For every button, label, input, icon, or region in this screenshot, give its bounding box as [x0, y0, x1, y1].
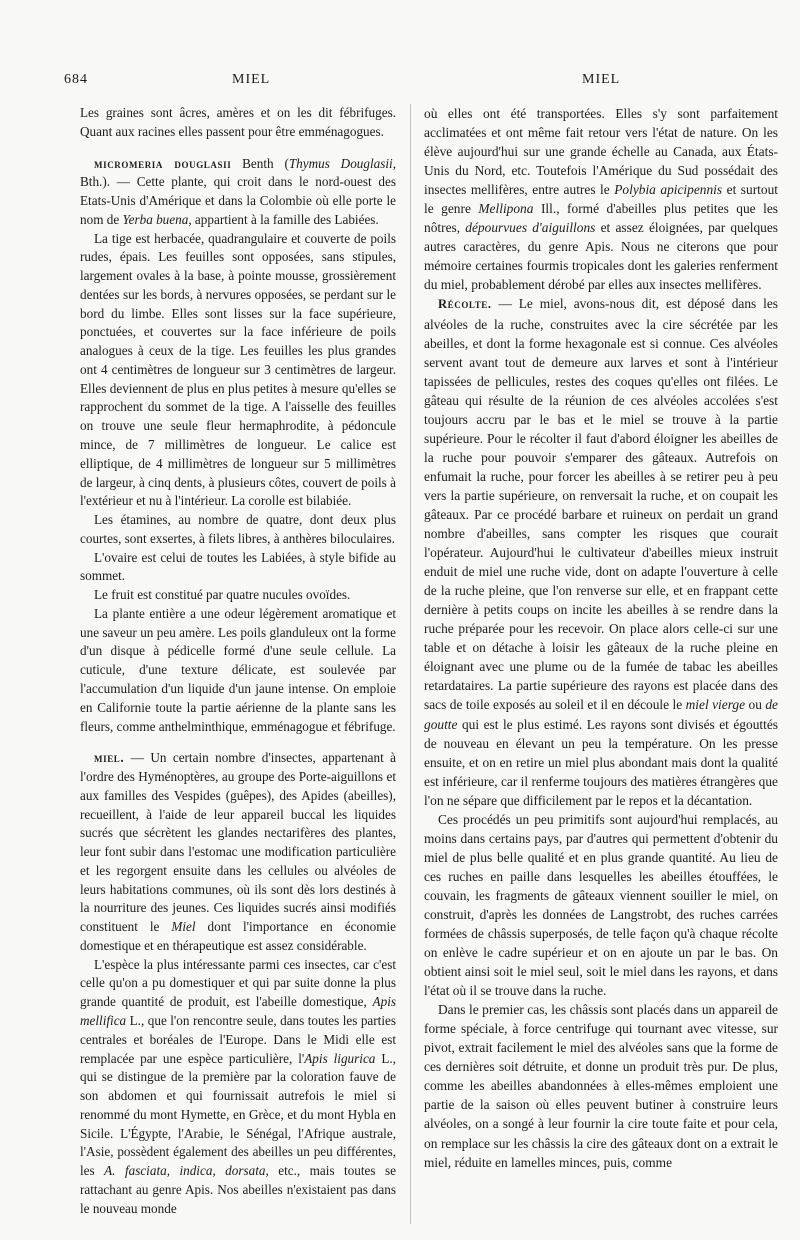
running-head-right: MIEL	[582, 72, 621, 87]
paragraph: La plante entière a une odeur légèrement aromatique et une saveur un peu amère. Les poils glanduleux ont la forme d'un disque à pédicelle formé d'une seule cellule. La cuticule, d'une texture délicate, est soulevée par l'accumulation d'un liquide d'un jaune intense. On emploie en Californie toute la partie aérienne de la plante sans les fleurs, comme anthelminthique, emménagogue et fébrifuge.	[80, 605, 396, 734]
paragraph: L'espèce la plus intéressante parmi ces insectes, car c'est celle qu'on a pu domestiquer et qui par suite donne la plus grande quantité de produit, est l'abeille domestique, Apis mellifica L., que l'on rencontre seule, dans toutes les parties centrales et boréales de l'Europe. Dans le Midi elle est remplacée par une espèce particulière, l'Apis ligurica L., qui se distingue de la première par la coloration fauve de son abdomen et qui fournissait autrefois le miel si renommé du mont Hymette, en Grèce, et du mont Hybla en Sicile. L'Égypte, l'Arabie, le Sénégal, l'Afrique australe, l'Asie, possèdent également des abeilles un peu différentes, les A. fasciata, indica, dorsata, etc., mais toutes se rattachant au genre Apis. Nos abeilles n'existaient pas dans le nouveau monde	[80, 956, 396, 1216]
paragraph: où elles ont été transportées. Elles s'y sont parfaitement acclimatées et ont même fait retour vers l'état de nature. On les élève aujourd'hui sur une grande échelle au Canada, aux États-Unis du Nord, etc. Toutefois l'Amérique du Sud possédait des insectes mellifères, entre autres le Polybia apicipennis et surtout le genre Mellipona Ill., formé d'abeilles plus petites que les nôtres, dépourvues d'aiguillons et assez éloignées, par quelques autres caractères, du genre Apis. Nous ne citerons que pour mémoire certaines fourmis tropicales dont les galeries renferment du miel, probablement dérobé par elles aux insectes mellifères.	[424, 106, 779, 293]
entry-heading: miel.	[94, 750, 125, 766]
paragraph: Dans le premier cas, les châssis sont placés dans un appareil de forme spéciale, à force centrifuge qui tournant avec vitesse, sur pivot, extrait facilement le miel des alvéoles sans que la forme de ces dernières soit détruite, et donne un produit très pur. De plus, comme les abeilles abandonnées à elles-mêmes emploient une partie de la saison où elles peuvent butiner à construire leurs alvéoles, on a songé à leur fournir la cire toute faite et pour cela, on remplace sur les châssis la cire des gâteaux dont on a extrait le miel, réduite en lamelles minces, puis, comme	[424, 1002, 778, 1170]
paragraph: Ces procédés un peu primitifs sont aujourd'hui remplacés, au moins dans certains pays, par d'autres qui permettent d'obtenir du miel de plus belle qualité et en plus grande quantité. Au lieu de ces ruches en paille dans lesquelles les abeilles étouffées, le couvain, les fragments de gâteaux viennent souiller le miel, on construit, d'après les données de Langstrobt, des ruches carrées formées de châssis superposés, de telle façon qu'à chaque récolte on enlève le cadre supérieur et on en ajoute un par le bas. On obtient ainsi soit le miel seul, soit le miel dans les rayons, et dans l'état où il se trouve dans la ruche.	[424, 811, 778, 999]
species-name: Mellipona	[478, 201, 534, 217]
left-column	[80, 104, 396, 1218]
entry-micromeria: micromeria douglasii Benth (Thymus Douglasii, Bth.). — Cette plante, qui croit dans le nord-ouest des Etats-Unis d'Amérique et dans la Colombie où elle porte le nom de Yerba buena, appartient à la famille des Labiées.	[80, 155, 396, 227]
entry-heading: micromeria douglasii	[94, 155, 232, 171]
page-number: 684	[64, 72, 88, 87]
column-divider	[410, 104, 411, 1224]
paragraph: Le fruit est constitué par quatre nucules ovoïdes.	[94, 587, 351, 603]
synonym: Thymus Douglasii	[288, 155, 393, 171]
entry-miel: miel. — Un certain nombre d'insectes, appartenant à l'ordre des Hyménoptères, au groupe des Porte-aiguillons et aux familles des Vespides (guêpes), des Apides (abeilles), recueillent, à l'aide de leur appareil buccal les liquides sucrés que sécrètent les glandes nectarifères des plantes, leur font subir dans l'estomac une modification particulière et les regorgent ensuite dans les cellules ou alvéoles de leurs habitations communes, où ils sont dès lors destinés à la nourriture des jeunes. Ces liquides sucrés ainsi modifiés constituent le Miel dont l'importance en économie domestique et en thérapeutique est assez considérable.	[80, 750, 397, 953]
running-head	[0, 72, 800, 92]
species-name: Apis mellifica	[80, 994, 396, 1028]
paragraph-recolte: Récolte. — Le miel, avons-nous dit, est déposé dans les alvéoles de la ruche, construites avec la cire sécrétée par les abeilles, et dont la forme hexagonale est si connue. Ces alvéoles servent avant tout de demeure aux larves et sont à l'intérieur tapissées de pellicules, restes des coques qu'elles ont filées. Le gâteau qui résulte de la réunion de ces alvéoles accolées s'est toujours accru par le bas et le miel se trouve à la partie supérieure. Pour le récolter il faut d'abord éloigner les abeilles de la ruche pour pouvoir s'emparer des gâteaux. Autrefois on enfumait la ruche, pour forcer les abeilles à se retirer peu à peu vers la partie supérieure, on renversait la ruche, et on coupait les gâteaux. Par ce procédé barbare et ruineux on perdait un grand nombre d'abeilles, sans compter les risques que courait l'opérateur. Aujourd'hui le cultivateur d'abeilles mieux instruit enduit de miel une ruche vide, dont on adapte l'ouverture à celle de la ruche pleine, que l'on renverse sur elle, et en frappant cette dernière à petits coups on incite les abeilles à se rendre dans la ruche préparée pour les recevoir. On place alors celle-ci sur une table et on détache à loisir les gâteaux de la ruche pleine en éloignant avec une plume ou de la fumée de tabac les abeilles retardataires. La partie supérieure des rayons est placée dans des sacs de toile exposés au soleil et il en découle le miel vierge ou de goutte qui est le plus estimé. Les rayons sont divisés et égouttés de nouveau en élevant un peu la température. On les presse ensuite, et on en retire un miel plus abondant mais dont la qualité est inférieure, car il renferme toujours des matières étrangères que l'on ne sépare que difficilement par le repos et la décantation.	[424, 296, 778, 808]
species-name: Apis ligurica	[304, 1050, 376, 1066]
paragraph: L'ovaire est celui de toutes les Labiées, à style bifide au sommet.	[80, 549, 396, 584]
species-name: Polybia apicipennis	[614, 182, 723, 198]
section-heading: Récolte.	[438, 297, 492, 312]
right-column	[424, 104, 778, 1172]
paragraph: Les étamines, au nombre de quatre, dont deux plus courtes, sont exsertes, à filets libres, à anthères biloculaires.	[80, 512, 396, 546]
vernacular-name: Yerba buena	[122, 211, 189, 227]
running-head-left: MIEL	[232, 72, 271, 87]
species-name: A. fasciata, indica, dorsata	[104, 1163, 266, 1179]
paragraph: La tige est herbacée, quadrangulaire et couverte de poils rudes, épais. Les feuilles sont opposées, sans stipules, largement ovales à la base, à pointe mousse, grossièrement dentées sur les bords, à nervures opposées, se perdant sur le bord du limbe. Elles sont lisses sur la face supérieure, ponctuées, et couvertes sur la face inférieure de poils analogues à ceux de la tige. Les feuilles les plus grandes ont 4 centimètres de longueur sur 3 centimètres de largeur. Elles deviennent de plus en plus petites à mesure qu'elles se rapprochent du sommet de la tige. A l'aisselle des feuilles on trouve une seule fleur hermaphrodite, à pédoncule mince, de 7 millimètres de longueur. Le calice est elliptique, de 4 millimètres de longueur sur 5 millimètres de largeur, à cinq dents, à plusieurs côtes, couvert de poils à l'extérieur et nu à l'intérieur. La corolle est bilabiée.	[80, 230, 396, 509]
paragraph: Les graines sont âcres, amères et on les dit fébrifuges. Quant aux racines elles passent pour être emménagogues.	[80, 105, 396, 139]
